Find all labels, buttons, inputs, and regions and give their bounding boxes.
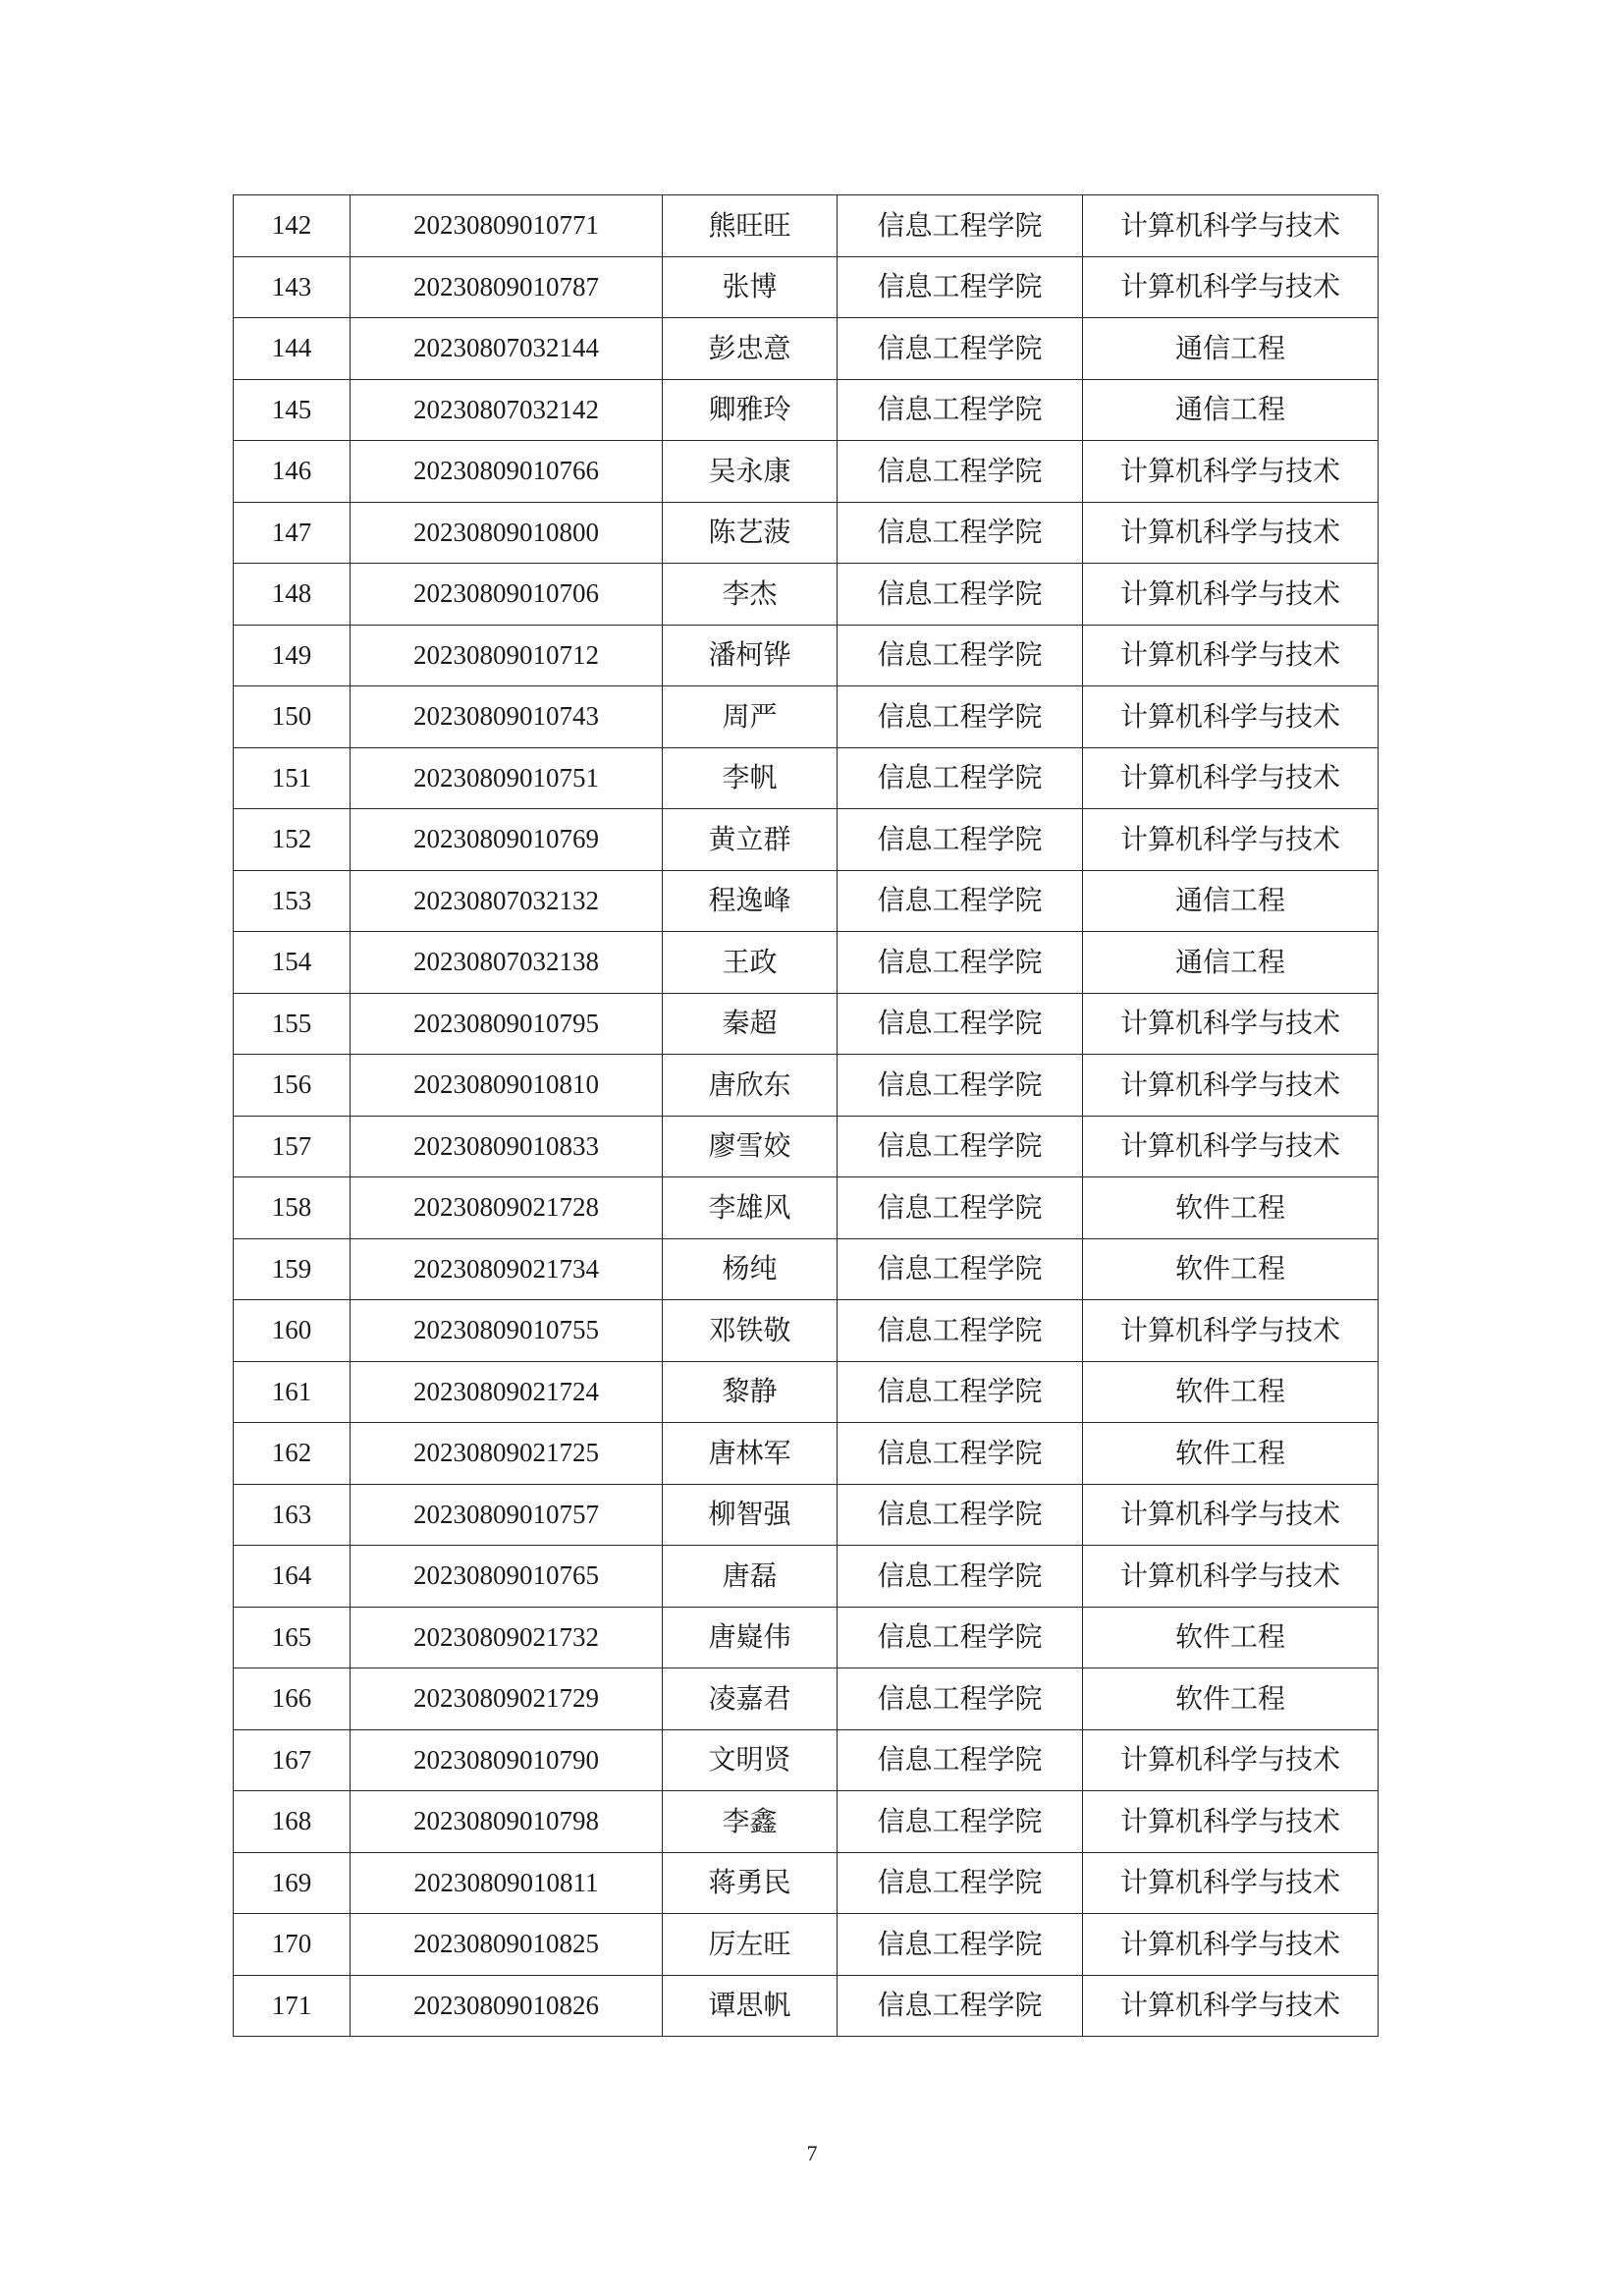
table-row xyxy=(234,1546,1379,1608)
college-cell: 信息工程学院 xyxy=(838,1791,1083,1853)
major-cell: 计算机科学与技术 xyxy=(1083,1852,1379,1914)
row-number-cell: 142 xyxy=(234,195,351,257)
student-id-cell: 20230809021734 xyxy=(351,1238,663,1300)
major-cell: 计算机科学与技术 xyxy=(1083,1729,1379,1791)
college-cell: 信息工程学院 xyxy=(838,256,1083,318)
row-number-cell: 149 xyxy=(234,625,351,686)
student-id-cell: 20230809010833 xyxy=(351,1116,663,1177)
table-row xyxy=(234,747,1379,809)
major-cell: 计算机科学与技术 xyxy=(1083,256,1379,318)
college-cell: 信息工程学院 xyxy=(838,1975,1083,2037)
student-name-cell: 柳智强 xyxy=(663,1484,838,1546)
student-id-cell: 20230809010798 xyxy=(351,1791,663,1853)
college-cell: 信息工程学院 xyxy=(838,195,1083,257)
major-cell: 计算机科学与技术 xyxy=(1083,686,1379,748)
table-row xyxy=(234,441,1379,503)
row-number-cell: 153 xyxy=(234,870,351,932)
page-number: 7 xyxy=(806,2141,818,2165)
college-cell: 信息工程学院 xyxy=(838,1361,1083,1423)
row-number-cell: 165 xyxy=(234,1607,351,1668)
student-name-cell: 廖雪姣 xyxy=(663,1116,838,1177)
row-number-cell: 150 xyxy=(234,686,351,748)
row-number-cell: 151 xyxy=(234,747,351,809)
college-cell: 信息工程学院 xyxy=(838,1423,1083,1485)
row-number-cell: 160 xyxy=(234,1300,351,1362)
table-row xyxy=(234,1852,1379,1914)
table-row xyxy=(234,1729,1379,1791)
student-id-cell: 20230807032132 xyxy=(351,870,663,932)
student-name-cell: 黎静 xyxy=(663,1361,838,1423)
student-name-cell: 蒋勇民 xyxy=(663,1852,838,1914)
major-cell: 计算机科学与技术 xyxy=(1083,1914,1379,1976)
college-cell: 信息工程学院 xyxy=(838,870,1083,932)
student-name-cell: 李帆 xyxy=(663,747,838,809)
row-number-cell: 169 xyxy=(234,1852,351,1914)
row-number-cell: 171 xyxy=(234,1975,351,2037)
row-number-cell: 145 xyxy=(234,379,351,441)
table-row xyxy=(234,1300,1379,1362)
college-cell: 信息工程学院 xyxy=(838,625,1083,686)
student-name-cell: 秦超 xyxy=(663,993,838,1055)
student-name-cell: 彭忠意 xyxy=(663,318,838,380)
major-cell: 计算机科学与技术 xyxy=(1083,1300,1379,1362)
student-id-cell: 20230809021729 xyxy=(351,1668,663,1730)
row-number-cell: 156 xyxy=(234,1055,351,1117)
major-cell: 软件工程 xyxy=(1083,1607,1379,1668)
student-id-cell: 20230809010811 xyxy=(351,1852,663,1914)
student-id-cell: 20230807032138 xyxy=(351,932,663,994)
student-roster-table xyxy=(233,194,1379,2037)
student-id-cell: 20230809010826 xyxy=(351,1975,663,2037)
major-cell: 计算机科学与技术 xyxy=(1083,1055,1379,1117)
table-row xyxy=(234,1361,1379,1423)
student-name-cell: 潘柯铧 xyxy=(663,625,838,686)
major-cell: 计算机科学与技术 xyxy=(1083,502,1379,564)
student-id-cell: 20230809010755 xyxy=(351,1300,663,1362)
roster-table-body xyxy=(234,195,1379,2037)
college-cell: 信息工程学院 xyxy=(838,564,1083,626)
major-cell: 通信工程 xyxy=(1083,870,1379,932)
major-cell: 计算机科学与技术 xyxy=(1083,1546,1379,1608)
row-number-cell: 159 xyxy=(234,1238,351,1300)
student-id-cell: 20230809010810 xyxy=(351,1055,663,1117)
student-id-cell: 20230809010757 xyxy=(351,1484,663,1546)
student-name-cell: 唐林军 xyxy=(663,1423,838,1485)
major-cell: 软件工程 xyxy=(1083,1668,1379,1730)
table-row xyxy=(234,502,1379,564)
college-cell: 信息工程学院 xyxy=(838,932,1083,994)
row-number-cell: 143 xyxy=(234,256,351,318)
student-name-cell: 周严 xyxy=(663,686,838,748)
student-id-cell: 20230809010790 xyxy=(351,1729,663,1791)
student-name-cell: 唐嶷伟 xyxy=(663,1607,838,1668)
student-name-cell: 陈艺菠 xyxy=(663,502,838,564)
college-cell: 信息工程学院 xyxy=(838,993,1083,1055)
table-row xyxy=(234,1791,1379,1853)
college-cell: 信息工程学院 xyxy=(838,1607,1083,1668)
table-row xyxy=(234,256,1379,318)
major-cell: 通信工程 xyxy=(1083,318,1379,380)
major-cell: 计算机科学与技术 xyxy=(1083,564,1379,626)
major-cell: 计算机科学与技术 xyxy=(1083,809,1379,871)
student-name-cell: 邓铁敬 xyxy=(663,1300,838,1362)
student-name-cell: 李鑫 xyxy=(663,1791,838,1853)
student-name-cell: 吴永康 xyxy=(663,441,838,503)
student-id-cell: 20230809010825 xyxy=(351,1914,663,1976)
table-row xyxy=(234,1177,1379,1239)
table-row xyxy=(234,932,1379,994)
college-cell: 信息工程学院 xyxy=(838,318,1083,380)
row-number-cell: 170 xyxy=(234,1914,351,1976)
college-cell: 信息工程学院 xyxy=(838,1177,1083,1239)
table-row xyxy=(234,1055,1379,1117)
table-row xyxy=(234,1914,1379,1976)
table-row xyxy=(234,993,1379,1055)
college-cell: 信息工程学院 xyxy=(838,1300,1083,1362)
major-cell: 计算机科学与技术 xyxy=(1083,1116,1379,1177)
major-cell: 软件工程 xyxy=(1083,1361,1379,1423)
college-cell: 信息工程学院 xyxy=(838,502,1083,564)
student-id-cell: 20230809010751 xyxy=(351,747,663,809)
student-id-cell: 20230809021732 xyxy=(351,1607,663,1668)
row-number-cell: 161 xyxy=(234,1361,351,1423)
table-row xyxy=(234,1484,1379,1546)
student-id-cell: 20230809010769 xyxy=(351,809,663,871)
student-id-cell: 20230809010712 xyxy=(351,625,663,686)
college-cell: 信息工程学院 xyxy=(838,686,1083,748)
table-row xyxy=(234,809,1379,871)
student-name-cell: 文明贤 xyxy=(663,1729,838,1791)
major-cell: 计算机科学与技术 xyxy=(1083,1484,1379,1546)
college-cell: 信息工程学院 xyxy=(838,1238,1083,1300)
college-cell: 信息工程学院 xyxy=(838,1668,1083,1730)
major-cell: 计算机科学与技术 xyxy=(1083,747,1379,809)
major-cell: 计算机科学与技术 xyxy=(1083,625,1379,686)
row-number-cell: 152 xyxy=(234,809,351,871)
student-id-cell: 20230809010706 xyxy=(351,564,663,626)
row-number-cell: 162 xyxy=(234,1423,351,1485)
row-number-cell: 166 xyxy=(234,1668,351,1730)
major-cell: 软件工程 xyxy=(1083,1423,1379,1485)
major-cell: 计算机科学与技术 xyxy=(1083,1791,1379,1853)
major-cell: 计算机科学与技术 xyxy=(1083,441,1379,503)
row-number-cell: 158 xyxy=(234,1177,351,1239)
table-row xyxy=(234,379,1379,441)
college-cell: 信息工程学院 xyxy=(838,809,1083,871)
student-id-cell: 20230809010765 xyxy=(351,1546,663,1608)
student-name-cell: 程逸峰 xyxy=(663,870,838,932)
student-id-cell: 20230809021725 xyxy=(351,1423,663,1485)
row-number-cell: 164 xyxy=(234,1546,351,1608)
student-id-cell: 20230809010743 xyxy=(351,686,663,748)
college-cell: 信息工程学院 xyxy=(838,1484,1083,1546)
college-cell: 信息工程学院 xyxy=(838,441,1083,503)
college-cell: 信息工程学院 xyxy=(838,1729,1083,1791)
row-number-cell: 157 xyxy=(234,1116,351,1177)
student-name-cell: 卿雅玲 xyxy=(663,379,838,441)
row-number-cell: 147 xyxy=(234,502,351,564)
table-row xyxy=(234,318,1379,380)
row-number-cell: 155 xyxy=(234,993,351,1055)
student-name-cell: 熊旺旺 xyxy=(663,195,838,257)
student-id-cell: 20230809010771 xyxy=(351,195,663,257)
college-cell: 信息工程学院 xyxy=(838,1914,1083,1976)
table-row xyxy=(234,1668,1379,1730)
student-id-cell: 20230807032142 xyxy=(351,379,663,441)
row-number-cell: 167 xyxy=(234,1729,351,1791)
major-cell: 通信工程 xyxy=(1083,379,1379,441)
student-name-cell: 黄立群 xyxy=(663,809,838,871)
table-row xyxy=(234,195,1379,257)
student-name-cell: 唐欣东 xyxy=(663,1055,838,1117)
college-cell: 信息工程学院 xyxy=(838,1852,1083,1914)
major-cell: 计算机科学与技术 xyxy=(1083,993,1379,1055)
student-id-cell: 20230809021728 xyxy=(351,1177,663,1239)
student-id-cell: 20230809010795 xyxy=(351,993,663,1055)
table-row xyxy=(234,1238,1379,1300)
student-name-cell: 谭思帆 xyxy=(663,1975,838,2037)
row-number-cell: 163 xyxy=(234,1484,351,1546)
major-cell: 计算机科学与技术 xyxy=(1083,1975,1379,2037)
student-id-cell: 20230809021724 xyxy=(351,1361,663,1423)
student-id-cell: 20230807032144 xyxy=(351,318,663,380)
table-row xyxy=(234,1607,1379,1668)
table-row xyxy=(234,1975,1379,2037)
student-name-cell: 唐磊 xyxy=(663,1546,838,1608)
college-cell: 信息工程学院 xyxy=(838,1116,1083,1177)
student-name-cell: 王政 xyxy=(663,932,838,994)
student-name-cell: 李杰 xyxy=(663,564,838,626)
row-number-cell: 146 xyxy=(234,441,351,503)
row-number-cell: 148 xyxy=(234,564,351,626)
college-cell: 信息工程学院 xyxy=(838,1055,1083,1117)
student-id-cell: 20230809010800 xyxy=(351,502,663,564)
table-row xyxy=(234,564,1379,626)
table-row xyxy=(234,1116,1379,1177)
student-name-cell: 厉左旺 xyxy=(663,1914,838,1976)
college-cell: 信息工程学院 xyxy=(838,747,1083,809)
table-row xyxy=(234,686,1379,748)
major-cell: 计算机科学与技术 xyxy=(1083,195,1379,257)
table-row xyxy=(234,625,1379,686)
college-cell: 信息工程学院 xyxy=(838,1546,1083,1608)
college-cell: 信息工程学院 xyxy=(838,379,1083,441)
row-number-cell: 144 xyxy=(234,318,351,380)
student-id-cell: 20230809010766 xyxy=(351,441,663,503)
student-name-cell: 李雄风 xyxy=(663,1177,838,1239)
major-cell: 软件工程 xyxy=(1083,1177,1379,1239)
student-id-cell: 20230809010787 xyxy=(351,256,663,318)
student-name-cell: 凌嘉君 xyxy=(663,1668,838,1730)
student-name-cell: 杨纯 xyxy=(663,1238,838,1300)
row-number-cell: 154 xyxy=(234,932,351,994)
major-cell: 软件工程 xyxy=(1083,1238,1379,1300)
table-row xyxy=(234,1423,1379,1485)
row-number-cell: 168 xyxy=(234,1791,351,1853)
table-row xyxy=(234,870,1379,932)
student-name-cell: 张博 xyxy=(663,256,838,318)
major-cell: 通信工程 xyxy=(1083,932,1379,994)
